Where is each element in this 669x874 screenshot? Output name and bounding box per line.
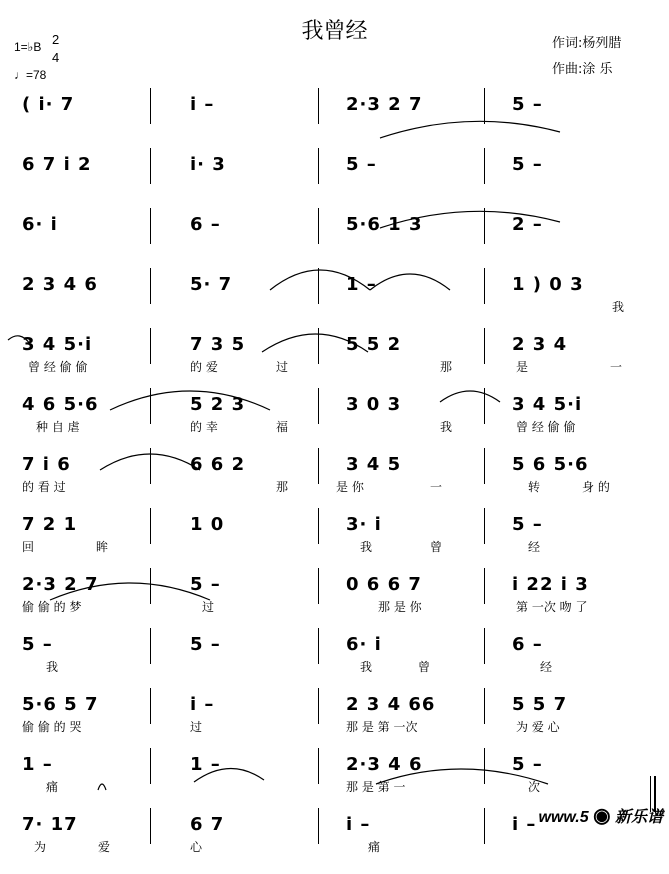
disc-logo-icon: ◉: [593, 805, 611, 827]
barline: [318, 448, 319, 484]
score-row: [14, 454, 658, 514]
lyric-text: 转: [528, 480, 541, 494]
lyric-text: 经: [528, 540, 541, 554]
measure-notes: 2·3 2 7: [346, 94, 423, 115]
barline: [484, 748, 485, 784]
lyric-text: 的 爱: [190, 360, 218, 374]
score-row: [14, 274, 658, 334]
barline: [318, 688, 319, 724]
measure-notes: 1 0: [190, 514, 225, 535]
lyric-text: 心: [190, 840, 203, 854]
measure-notes: 6· i: [346, 634, 382, 655]
lyric-text: 一: [610, 360, 623, 374]
measure-notes: i –: [346, 814, 371, 835]
barline: [318, 388, 319, 424]
lyric-text: 第 一次 吻 了: [516, 600, 588, 614]
lyric-text: 身 的: [582, 480, 610, 494]
measure-notes: 5 –: [512, 154, 543, 175]
barline: [150, 448, 151, 484]
measure-notes: i –: [512, 814, 537, 835]
measure-notes: 3 4 5: [346, 454, 402, 475]
lyric-text: 偷 偷 的 梦: [22, 600, 82, 614]
page-title: 我曾经: [301, 19, 368, 44]
barline: [484, 508, 485, 544]
score-row: [14, 694, 658, 754]
lyric-text: 为 爱 心: [516, 720, 560, 734]
measure-notes: 5 5 2: [346, 334, 402, 355]
measure-notes: 7 i 6: [22, 454, 71, 475]
measure-notes: 5·6 5 7: [22, 694, 99, 715]
measure-notes: ( i· 7: [22, 94, 75, 115]
score-row: [14, 214, 658, 274]
measure-notes: 7· 17: [22, 814, 78, 835]
measure-notes: 4 6 5·6: [22, 394, 99, 415]
barline: [150, 808, 151, 844]
measure-notes: 6 –: [512, 634, 543, 655]
barline: [484, 388, 485, 424]
barline: [150, 148, 151, 184]
barline: [484, 688, 485, 724]
lyric-text: 是: [516, 360, 529, 374]
barline: [150, 388, 151, 424]
barline: [318, 88, 319, 124]
measure-notes: 2·3 2 7: [22, 574, 99, 595]
measure-notes: 0 6 6 7: [346, 574, 422, 595]
measure-notes: 5 2 3: [190, 394, 246, 415]
measure-notes: 6 6 2: [190, 454, 246, 475]
lyric-text: 经: [540, 660, 553, 674]
measure-notes: 6 –: [190, 214, 221, 235]
lyric-text: 的 看 过: [22, 480, 66, 494]
time-signature-top: 2: [52, 32, 60, 47]
measure-notes: 3 4 5·i: [512, 394, 583, 415]
score-row: [14, 154, 658, 214]
lyric-text: 过: [202, 600, 215, 614]
measure-notes: 2 3 4 6: [22, 274, 98, 295]
measure-notes: 5 –: [346, 154, 377, 175]
score-row: [14, 634, 658, 694]
measure-notes: 2·3 4 6: [346, 754, 423, 775]
measure-notes: 3 4 5·i: [22, 334, 93, 355]
barline: [150, 628, 151, 664]
measure-notes: 7 2 1: [22, 514, 78, 535]
lyric-text: 痛: [368, 840, 381, 854]
barline: [150, 268, 151, 304]
barline: [484, 88, 485, 124]
watermark-site: www.5: [538, 809, 589, 826]
lyric-text: 曾: [430, 540, 443, 554]
barline: [318, 628, 319, 664]
measure-notes: 2 –: [512, 214, 543, 235]
measure-notes: 5 –: [512, 514, 543, 535]
measure-notes: 5 –: [512, 94, 543, 115]
lyric-text: 种 自 虐: [36, 420, 80, 434]
composer-credit: 作曲:涂 乐: [552, 62, 613, 77]
measure-notes: 2 3 4: [512, 334, 568, 355]
watermark-brand: 新乐谱: [614, 809, 663, 826]
score-row: [14, 334, 658, 394]
barline: [150, 508, 151, 544]
tempo-marking: ♩=78: [14, 68, 47, 82]
lyric-text: 我: [440, 420, 453, 434]
measure-notes: 6 7: [190, 814, 225, 835]
lyric-text: 的 幸: [190, 420, 218, 434]
barline: [150, 208, 151, 244]
lyric-text: 回: [22, 540, 35, 554]
barline: [150, 748, 151, 784]
barline: [484, 208, 485, 244]
measure-notes: 7 3 5: [190, 334, 246, 355]
lyric-text: 那 是 第 一: [346, 780, 406, 794]
lyric-text: 过: [190, 720, 203, 734]
measure-notes: 1 ) 0 3: [512, 274, 584, 295]
barline: [318, 148, 319, 184]
score-row: [14, 514, 658, 574]
lyric-text: 曾: [418, 660, 431, 674]
lyric-text: 一: [430, 480, 443, 494]
measure-notes: 3· i: [346, 514, 382, 535]
barline: [150, 88, 151, 124]
barline: [318, 328, 319, 364]
barline: [484, 148, 485, 184]
measure-notes: 6· i: [22, 214, 58, 235]
lyric-text: 我: [360, 660, 373, 674]
lyric-text: 是 你: [336, 480, 364, 494]
barline: [484, 268, 485, 304]
measure-notes: 5 6 5·6: [512, 454, 589, 475]
lyric-text: 曾 经 偷 偷: [516, 420, 576, 434]
score-row: [14, 394, 658, 454]
measure-notes: i –: [190, 94, 215, 115]
lyric-text: 眸: [96, 540, 109, 554]
measure-notes: i –: [190, 694, 215, 715]
measure-notes: 2 3 4 66: [346, 694, 436, 715]
measure-notes: i· 3: [190, 154, 226, 175]
measure-notes: 6 7 i 2: [22, 154, 92, 175]
lyric-text: 那: [440, 360, 453, 374]
barline: [318, 568, 319, 604]
score-row: [14, 574, 658, 634]
measure-notes: 1 –: [22, 754, 53, 775]
measure-notes: 5· 7: [190, 274, 233, 295]
lyric-text: 爱: [98, 840, 111, 854]
barline: [484, 568, 485, 604]
measure-notes: 5 5 7: [512, 694, 568, 715]
barline: [150, 688, 151, 724]
lyric-text: 我: [360, 540, 373, 554]
barline: [484, 628, 485, 664]
lyric-text: 偷 偷 的 哭: [22, 720, 82, 734]
barline: [318, 268, 319, 304]
time-signature-bottom: 4: [52, 50, 60, 65]
lyric-text: 为: [34, 840, 47, 854]
barline: [318, 808, 319, 844]
lyric-text: 福: [276, 420, 289, 434]
lyric-text: 我: [46, 660, 59, 674]
score-row: [14, 94, 658, 154]
lyric-text: 过: [276, 360, 289, 374]
lyric-text: 那 是 第 一次: [346, 720, 418, 734]
lyric-text: 那 是 你: [378, 600, 422, 614]
measure-notes: i 22 i 3: [512, 574, 589, 595]
measure-notes: 1 –: [346, 274, 377, 295]
lyricist-credit: 作词:杨列腊: [552, 36, 622, 51]
lyric-text: 次: [528, 780, 541, 794]
measure-notes: 5·6 1 3: [346, 214, 423, 235]
barline: [150, 568, 151, 604]
barline: [318, 208, 319, 244]
measure-notes: 5 –: [190, 574, 221, 595]
measure-notes: 1 –: [190, 754, 221, 775]
lyric-text: 我: [612, 300, 625, 314]
measure-notes: 5 –: [22, 634, 53, 655]
lyric-text: 痛: [46, 780, 59, 794]
barline: [150, 328, 151, 364]
barline: [318, 508, 319, 544]
measure-notes: 3 0 3: [346, 394, 402, 415]
barline: [484, 328, 485, 364]
measure-notes: 5 –: [512, 754, 543, 775]
lyric-text: 那: [276, 480, 289, 494]
barline: [318, 748, 319, 784]
measure-notes: 5 –: [190, 634, 221, 655]
watermark: [539, 803, 663, 828]
key-signature: 1=♭B: [14, 40, 42, 54]
barline: [484, 808, 485, 844]
barline: [484, 448, 485, 484]
lyric-text: 曾 经 偷 偷: [28, 360, 88, 374]
